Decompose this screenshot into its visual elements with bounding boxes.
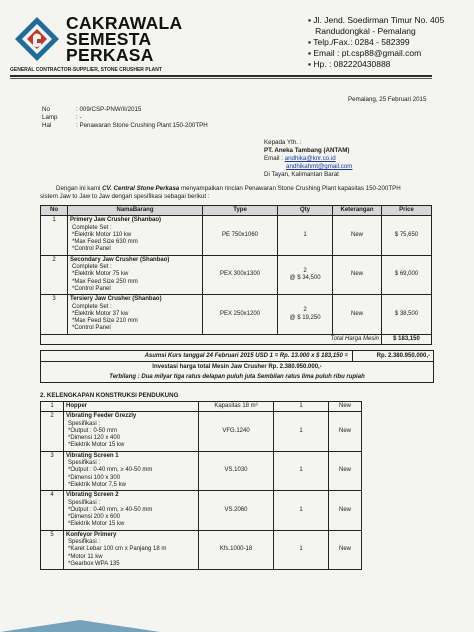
company-italic: CV. Central Stone Perkasa — [102, 185, 180, 192]
crusher-row — [41, 216, 432, 255]
hal-label: Hal — [42, 122, 52, 129]
row-qty-unit: @ $ 34,500 — [289, 275, 321, 282]
item-name: Hopper — [66, 403, 87, 409]
recipient-location: Di Tayan, Kalimantan Barat — [264, 171, 339, 178]
email-link-1[interactable]: andhika@knr.co.id — [284, 155, 336, 162]
kurs-value: Rp. 2.380.950.000,- — [352, 351, 433, 361]
intro-paragraph — [40, 185, 430, 201]
address-line-1: ▪ Jl. Jend. Soedirman Timur No. 405 — [308, 15, 445, 25]
row-qty: 1 — [274, 530, 329, 569]
email-link-2[interactable]: andhikahmt@gmail.com — [286, 163, 353, 170]
item-spec: *Control Panel — [72, 246, 111, 253]
item-spec: Complete Set : — [72, 264, 112, 271]
crusher-table-header — [41, 206, 432, 216]
company-tagline: GENERAL CONTRACTOR-SUPPLIER, STONE CRUSHER PLANT — [10, 67, 162, 73]
lamp-value: : - — [76, 114, 82, 121]
row-qty: 2 — [303, 307, 307, 314]
support-table — [40, 401, 362, 570]
row-qty-unit: @ $ 19,250 — [289, 314, 321, 321]
row-type: VFG.1240 — [199, 412, 274, 451]
row-ket: New — [333, 295, 382, 334]
no-label: No — [42, 106, 50, 113]
item-spec: *Gearbox WPA 135 — [68, 560, 120, 567]
company-logo-icon — [14, 16, 60, 62]
item-spec: *Output : 0-50 mm — [68, 427, 118, 434]
item-spec: *Dimensi 100 x 300 — [68, 474, 121, 481]
row-price: $ 75,650 — [382, 216, 432, 255]
row-qty: 1 — [274, 451, 329, 490]
item-spec: *Elektrik Motor 15 kw — [68, 442, 125, 449]
no-value: : 009/CSP-PNW/II/2015 — [76, 106, 142, 113]
crusher-row — [41, 255, 432, 294]
row-price: $ 69,000 — [382, 255, 432, 294]
support-row — [41, 530, 362, 569]
row-no: 2 — [41, 412, 64, 451]
row-qty: 1 — [274, 402, 329, 412]
item-spec: *Max Feed Size 250 mm — [72, 278, 138, 285]
row-name-cell — [64, 451, 199, 490]
investasi-row — [41, 361, 433, 372]
email-line-2 — [264, 163, 352, 171]
recipient-block — [264, 139, 352, 179]
intro-line-1: Dengan ini kami CV. Central Stone Perkasa menyampaikan rincian Penawaran Stone Crushing Plant kapasitas 150-200TPH — [56, 185, 401, 192]
letter-date: Pemalang, 25 Februari 2015 — [348, 96, 427, 103]
support-row — [41, 491, 362, 530]
total-label: Total Harga Mesin — [41, 334, 382, 344]
row-type: PEX 300x1300 — [203, 255, 278, 294]
item-spec: Spesifikasi : — [68, 460, 101, 467]
hal-value: : Penawaran Stone Crushing Plant 150-200TPH — [76, 122, 208, 129]
header-divider — [10, 75, 432, 77]
item-spec: *Control Panel — [72, 325, 111, 332]
row-qty: 1 — [274, 491, 329, 530]
address-line-2: Randudongkal - Pemalang — [315, 26, 416, 36]
row-no: 3 — [41, 295, 68, 334]
item-spec: *Elektrik Motor 15 kw — [68, 521, 125, 528]
recipient-name: PT. Aneka Tambang (ANTAM) — [264, 147, 350, 154]
col-price: Price — [382, 206, 432, 216]
row-no: 5 — [41, 530, 64, 569]
row-name-cell — [68, 255, 203, 294]
item-name: Vibrating Screen 2 — [66, 492, 119, 499]
crusher-row — [41, 295, 432, 334]
row-qty-cell — [278, 255, 333, 294]
row-qty-cell — [278, 295, 333, 334]
kepada-label: Kepada Yth. : — [264, 139, 302, 146]
address-line-4: ▪ Email : pt.csp88@gmail.com — [308, 48, 422, 58]
company-address — [308, 15, 444, 70]
section2-title: 2. KELENGKAPAN KONSTRUKSI PENDUKUNG — [40, 392, 179, 399]
item-spec: Spesifikasi : — [68, 499, 101, 506]
item-spec: *Elektrik Motor 7,5 kw — [68, 481, 127, 488]
col-ket: Keterangan — [333, 206, 382, 216]
col-no: No — [41, 206, 68, 216]
row-type: PE 750x1060 — [203, 216, 278, 255]
row-qty-cell — [278, 216, 333, 255]
item-spec: *Control Panel — [72, 285, 111, 292]
address-line-3: ▪ Telp./Fax.: 0284 - 582399 — [308, 37, 410, 47]
row-name-cell — [68, 295, 203, 334]
row-type: VS.2060 — [199, 491, 274, 530]
row-ket: New — [329, 451, 362, 490]
item-spec: *Max Feed Size 630 mm — [72, 239, 138, 246]
item-spec: *Output : 0-40 mm, ≥ 40-50 mm — [68, 506, 153, 513]
kurs-label: Asumsi Kurs tanggal 24 Februari 2015 USD 1 = Rp. 13.000 x $ 183,150 = — [144, 353, 348, 359]
row-type: PEX 250x1200 — [203, 295, 278, 334]
row-name-cell — [64, 412, 199, 451]
email-line: Email : andhika@knr.co.id — [264, 155, 336, 162]
item-spec: Spesifikasi : — [68, 420, 101, 427]
support-row — [41, 412, 362, 451]
row-ket: New — [329, 402, 362, 412]
item-name: Primery Jaw Crusher (Shanbao) — [70, 217, 162, 224]
footer-decoration-icon — [0, 618, 474, 632]
total-value: $ 183,150 — [382, 334, 432, 344]
item-spec: *Elektrik Motor 37 kw — [72, 310, 129, 317]
item-name: Konfeyor Primery — [66, 531, 117, 538]
row-no: 3 — [41, 451, 64, 490]
support-row — [41, 451, 362, 490]
kurs-row — [41, 351, 433, 361]
item-spec: *Max Feed Size 210 mm — [72, 318, 138, 325]
item-spec: *Dimensi 200 x 600 — [68, 514, 121, 521]
row-name-cell — [64, 530, 199, 569]
item-spec: Spesifikasi : — [68, 539, 101, 546]
lamp-label: Lamp — [42, 114, 58, 121]
item-name: Vibrating Screen 1 — [66, 452, 119, 459]
item-spec: *Dimensi 120 x 400 — [68, 435, 121, 442]
company-name — [66, 15, 182, 63]
row-ket: New — [329, 491, 362, 530]
row-no: 1 — [41, 216, 68, 255]
col-name: NamaBarang — [68, 206, 203, 216]
row-no: 4 — [41, 491, 64, 530]
item-name: Vibrating Feeder Grezzly — [66, 413, 137, 420]
row-type: Kapasitas 18 m³ — [199, 402, 274, 412]
row-qty: 2 — [303, 267, 307, 274]
item-spec: *Output : 0-40 mm, ≥ 40-50 mm — [68, 467, 153, 474]
company-name-line3: PERKASA — [66, 45, 154, 65]
item-name: Secondary Jaw Crusher (Shanbao) — [70, 256, 170, 263]
row-name-cell — [64, 491, 199, 530]
row-type: Kfs.1000-18 — [199, 530, 274, 569]
address-line-5: ▪ Hp. : 082220430888 — [308, 59, 391, 69]
row-ket: New — [333, 255, 382, 294]
item-spec: *Motor 11 kw — [68, 553, 103, 560]
intro-line-2: sistem Jaw to Jaw to Jaw dengan spesifikasi sebagai berikut : — [40, 193, 210, 200]
summary-block — [40, 350, 434, 383]
row-name-cell — [64, 402, 199, 412]
col-type: Type — [203, 206, 278, 216]
row-qty: 1 — [303, 231, 307, 238]
item-spec: *Elektrik Motor 110 kw — [72, 231, 132, 238]
crusher-table — [40, 205, 432, 345]
row-no: 2 — [41, 255, 68, 294]
row-ket: New — [333, 216, 382, 255]
item-spec: Complete Set : — [72, 303, 112, 310]
investasi-text: Investasi harga total Mesin Jaw Crusher Rp. 2.380.950.000,- — [152, 364, 322, 370]
row-price: $ 38,500 — [382, 295, 432, 334]
company-name-line2: SEMESTA — [66, 29, 152, 49]
col-qty: Qty — [278, 206, 333, 216]
row-ket: New — [329, 530, 362, 569]
total-row — [41, 334, 432, 344]
support-row — [41, 402, 362, 412]
item-spec: *Karet Lebar 100 cm x Panjang 18 m — [68, 546, 167, 553]
row-type: VS.1030 — [199, 451, 274, 490]
row-ket: New — [329, 412, 362, 451]
item-name: Tersiery Jaw Crusher (Shanbao) — [70, 296, 162, 303]
letter-meta — [40, 106, 210, 130]
row-name-cell — [68, 216, 203, 255]
row-qty: 1 — [274, 412, 329, 451]
item-spec: *Elektrik Motor 75 kw — [72, 271, 129, 278]
row-no: 1 — [41, 402, 64, 412]
company-name-line1: CAKRAWALA — [66, 13, 183, 33]
header-divider-thin — [10, 78, 432, 79]
item-spec: Complete Set : — [72, 224, 112, 231]
terbilang-row — [41, 372, 433, 382]
terbilang-text: Terbilang : Dua milyar tiga ratus delapan puluh juta Sembilan ratus lima puluh ribu rupiah — [109, 374, 365, 380]
